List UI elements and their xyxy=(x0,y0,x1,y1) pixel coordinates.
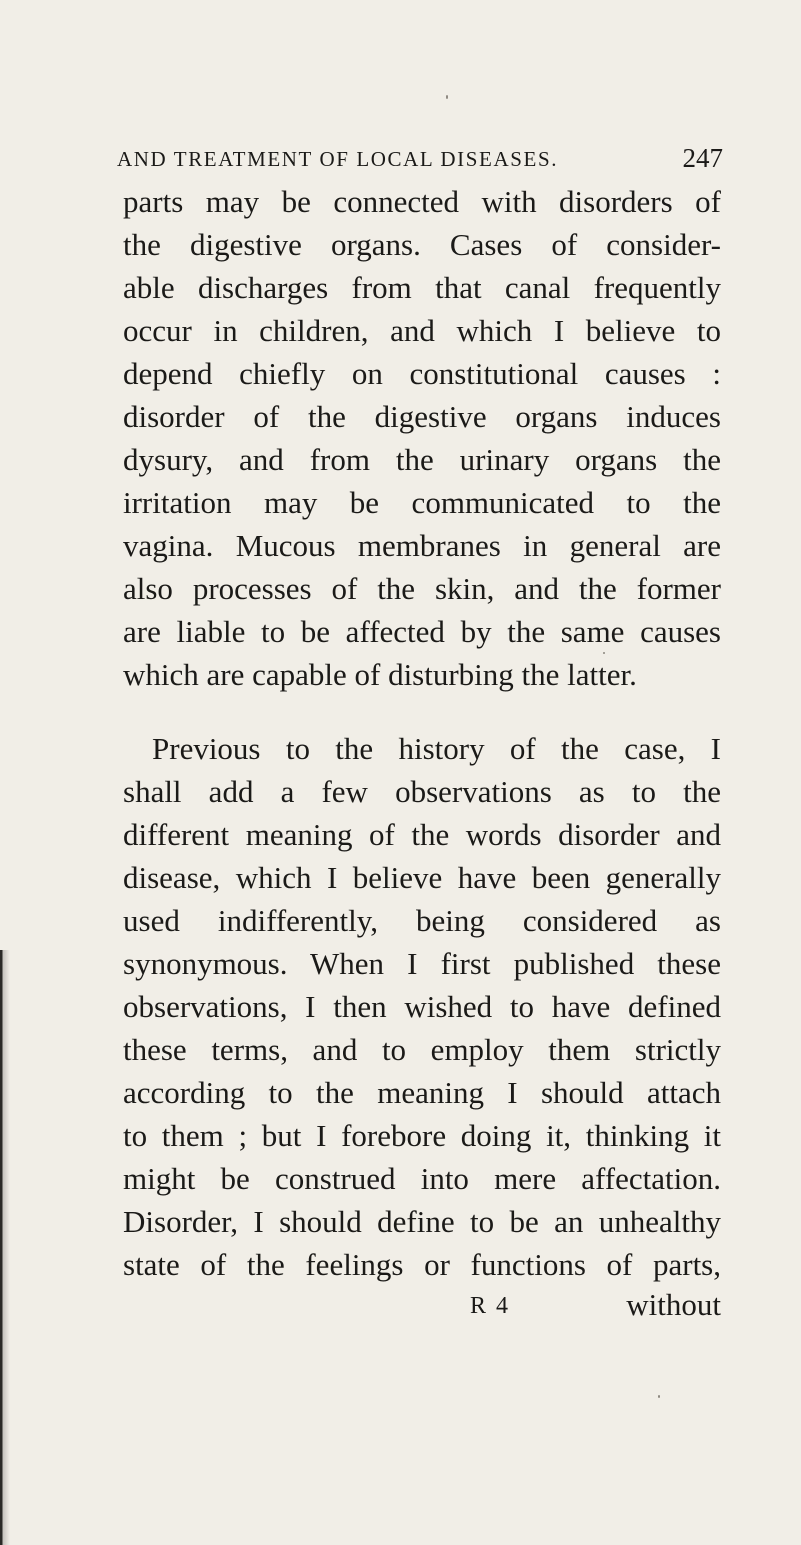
text-line: according to the meaning I should attach xyxy=(123,1075,721,1110)
text-line: vagina. Mucous membranes in general are xyxy=(123,528,721,563)
text-line: depend chiefly on constitutional causes : xyxy=(123,356,721,391)
text-line: parts may be connected with disorders of xyxy=(123,184,721,219)
text-line: Disorder, I should define to be an unhealthy xyxy=(123,1204,721,1239)
catchword: without xyxy=(626,1287,721,1322)
text-line: observations, I then wished to have defined xyxy=(123,989,721,1024)
running-head xyxy=(117,143,723,177)
text-line: used indifferently, being considered as xyxy=(123,903,721,938)
text-line: the digestive organs. Cases of consider- xyxy=(123,227,721,262)
text-line: might be construed into mere affectation. xyxy=(123,1161,721,1196)
text-line: occur in children, and which I believe to xyxy=(123,313,721,348)
text-line: disorder of the digestive organs induces xyxy=(123,399,721,434)
text-line: Previous to the history of the case, I xyxy=(152,731,721,766)
text-line: irritation may be communicated to the xyxy=(123,485,721,520)
signature-mark: R 4 xyxy=(470,1293,511,1319)
running-title: AND TREATMENT OF LOCAL DISEASES. xyxy=(117,147,559,171)
text-line: these terms, and to employ them strictly xyxy=(123,1032,721,1067)
text-line: are liable to be affected by the same causes xyxy=(123,614,721,649)
text-line: able discharges from that canal frequently xyxy=(123,270,721,305)
text-line: shall add a few observations as to the xyxy=(123,774,721,809)
page-number: 247 xyxy=(682,143,723,173)
text-line: dysury, and from the urinary organs the xyxy=(123,442,721,477)
text-line: also processes of the skin, and the former xyxy=(123,571,721,606)
text-line: which are capable of disturbing the latter. xyxy=(123,657,637,692)
text-line: state of the feelings or functions of parts, xyxy=(123,1247,721,1282)
text-line: different meaning of the words disorder and xyxy=(123,817,721,852)
text-line: synonymous. When I first published these xyxy=(123,946,721,981)
paper-speck xyxy=(603,652,605,654)
text-line: disease, which I believe have been generally xyxy=(123,860,721,895)
text-line: to them ; but I forebore doing it, thinking it xyxy=(123,1118,721,1153)
paper-speck xyxy=(446,95,448,99)
binding-edge-shadow xyxy=(0,950,10,1545)
paper-speck xyxy=(658,1395,660,1398)
